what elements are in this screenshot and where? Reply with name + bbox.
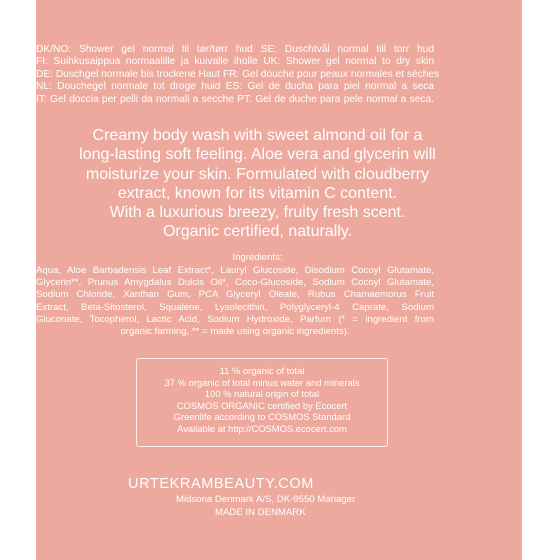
ingredients-line: Extract, Beta-Sitosterol, Squalene, Lysolecithin, Polyglyceryl-4 Caprate, Sodium — [36, 301, 434, 313]
certification-box — [136, 358, 388, 447]
brand-website: URTEKRAMBEAUTY.COM — [128, 476, 314, 492]
translation-line: IT: Gel doccia per pelli da normali a secche PT: Gel de duche para pele normal a seca. — [36, 93, 434, 105]
product-label-panel — [36, 0, 522, 560]
certification-line: 100 % natural origin of total — [204, 388, 320, 400]
description-line: moisturize your skin. Formulated with cloudberry — [85, 165, 430, 183]
certification-line: COSMOS ORGANIC certified by Ecocert — [176, 399, 348, 411]
country-of-origin: MADE IN DENMARK — [215, 507, 306, 518]
translations-block — [36, 44, 479, 106]
certification-line: 37 % organic of total minus water and minerals — [164, 376, 360, 388]
ingredients-line: Glycerin**, Prunus Amygdalus Dulcis Oil*, Coco-Glucoside, Sodium Cocoyl Glutamate, — [36, 277, 434, 289]
description-line: long-lasting soft feeling. Aloe vera and glycerin will — [79, 146, 436, 164]
description-line: Creamy body wash with sweet almond oil for a — [92, 127, 423, 144]
ingredients-heading: Ingredients: — [232, 252, 283, 263]
translation-line: FI: Suihkusaippua normaalille ja kuivalle iholle UK: Shower gel normal to dry skin — [36, 56, 434, 68]
ingredients-line: Sodium Chloride, Xanthan Gum, PCA Glyceryl Oleate, Rubus Chamaemorus Fruit — [36, 289, 434, 301]
ingredients-line: Aqua, Aloe Barbadensis Leaf Extract*, Lauryl Glucoside, Disodium Cocoyl Glutamate, — [36, 265, 434, 276]
description-line: extract, known for its vitamin C content. — [117, 184, 398, 202]
ingredients-line: Gluconate, Tocopherol, Lactic Acid, Sodium Hydroxide, Parfum (* = ingredient from — [36, 313, 434, 325]
translation-line: DE: Duschgel normale bis trockene Haut FR: Gel douche pour peaux normales et sèches — [36, 68, 440, 80]
translation-line: DK/NO: Shower gel normal til tør/tørr hud SE: Duschtvål normal till torr hud — [36, 44, 434, 55]
ingredients-line: organic farming, ** = made using organic ingredients). — [120, 326, 350, 338]
certification-line: 11 % organic of total — [219, 365, 305, 376]
certification-line: Greenlife according to COSMOS Standard — [173, 411, 351, 423]
description-line: With a luxurious breezy, fruity fresh scent. — [109, 204, 406, 222]
certification-line: Available at http://COSMOS.ecocert.com — [177, 422, 347, 434]
product-description — [36, 126, 479, 242]
company-address: Midsona Denmark A/S, DK-9550 Mariager — [176, 494, 356, 505]
description-line: Organic certified, naturally. — [162, 223, 353, 241]
translation-line: NL: Douchegel normale tot droge huid ES: Gel de ducha para piel normal a seca — [36, 81, 434, 93]
ingredients-list — [36, 265, 434, 338]
